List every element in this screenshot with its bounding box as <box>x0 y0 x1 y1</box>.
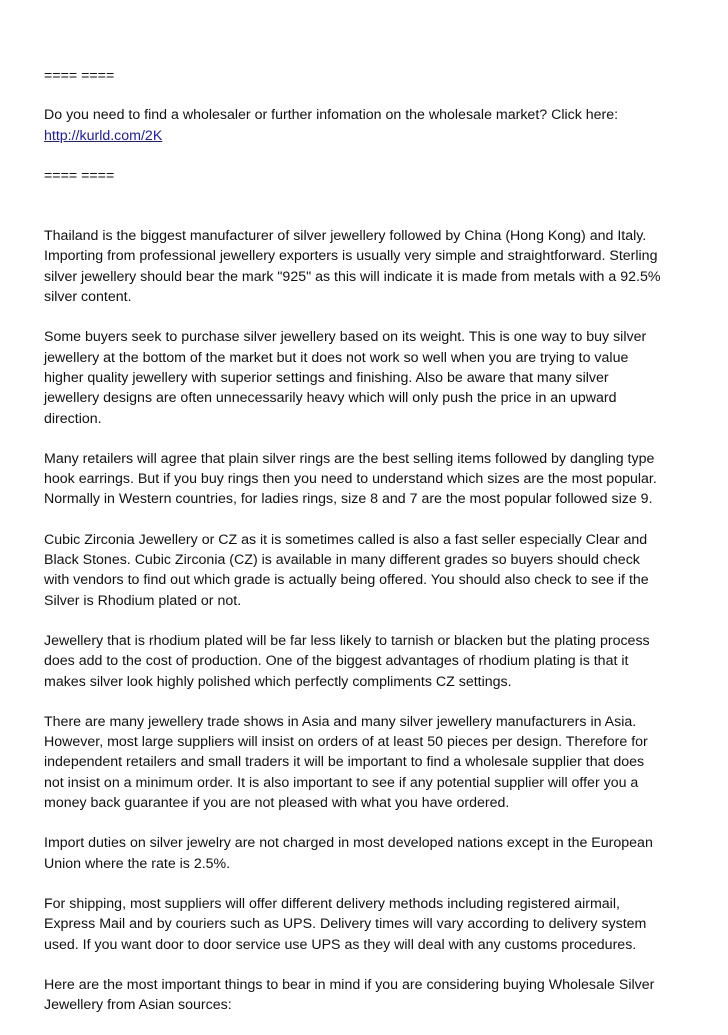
intro-text: Do you need to find a wholesaler or further infomation on the wholesale market? Click here: <box>44 107 619 124</box>
article-paragraph <box>44 327 694 428</box>
paragraph-line: independent retailers and small traders it will be important to find a wholesale supplier that does <box>44 754 645 771</box>
divider-bottom: ==== ==== <box>44 167 115 184</box>
article-paragraph <box>44 530 694 611</box>
divider-top: ==== ==== <box>44 68 115 84</box>
article-paragraph <box>44 894 694 955</box>
article-paragraph <box>44 226 694 307</box>
paragraph-line: Some buyers seek to purchase silver jewellery based on its weight. This is one way to buy silver <box>44 329 647 346</box>
paragraph-line: Many retailers will agree that plain silver rings are the best selling items followed by dangling type <box>44 450 655 467</box>
paragraph-line: There are many jewellery trade shows in Asia and many silver jewellery manufacturers in Asia. <box>44 713 637 730</box>
paragraph-line: silver content. <box>44 289 132 306</box>
paragraph-line: Jewellery that is rhodium plated will be far less likely to tarnish or blacken but the plating process <box>44 632 650 649</box>
paragraph-line: However, most large suppliers will insist on orders of at least 50 pieces per design. Therefore for <box>44 734 648 751</box>
paragraph-line: jewellery at the bottom of the market but it does not work so well when you are trying to value <box>44 349 629 366</box>
paragraph-line: Union where the rate is 2.5%. <box>44 855 231 872</box>
paragraph-line: makes silver look highly polished which perfectly compliments CZ settings. <box>44 673 512 690</box>
intro-block <box>44 105 694 146</box>
article-paragraph <box>44 631 694 692</box>
paragraph-line: Import duties on silver jewelry are not charged in most developed nations except in the European <box>44 835 653 852</box>
paragraph-line: not insist on a minimum order. It is also important to see if any potential supplier will offer you a <box>44 774 639 791</box>
article-paragraph <box>44 712 694 813</box>
paragraph-line: Jewellery from Asian sources: <box>44 997 232 1014</box>
paragraph-line: higher quality jewellery with superior settings and finishing. Also be aware that many silver <box>44 369 609 386</box>
paragraph-line: silver jewellery should bear the mark "925" as this will indicate it is made from metals with a 92.5% <box>44 268 661 285</box>
paragraph-line: jewellery designs are often unnecessarily heavy which will only push the price in an upward <box>44 390 617 407</box>
paragraph-line: Importing from professional jewellery exporters is usually very simple and straightforward. Sterling <box>44 248 658 265</box>
article-paragraph <box>44 449 694 510</box>
paragraph-line: Cubic Zirconia Jewellery or CZ as it is sometimes called is also a fast seller especially Clear and <box>44 531 648 548</box>
paragraph-line: used. If you want door to door service use UPS as they will deal with any customs procedures. <box>44 936 637 953</box>
paragraph-line: hook earrings. But if you buy rings then you need to understand which sizes are the most popular. <box>44 471 657 488</box>
paragraph-line: money back guarantee if you are not pleased with what you have ordered. <box>44 795 510 812</box>
paragraph-line: Thailand is the biggest manufacturer of silver jewellery followed by China (Hong Kong) and Italy. <box>44 228 647 245</box>
paragraph-line: For shipping, most suppliers will offer different delivery methods including registered airmail, <box>44 895 620 912</box>
paragraph-line: Normally in Western countries, for ladies rings, size 8 and 7 are the most popular followed size 9. <box>44 491 653 508</box>
article-paragraph <box>44 975 694 1016</box>
document-page <box>44 66 694 1035</box>
paragraph-line: Black Stones. Cubic Zirconia (CZ) is available in many different grades so buyers should check <box>44 552 640 569</box>
paragraph-line: does add to the cost of production. One of the biggest advantages of rhodium plating is that it <box>44 653 629 670</box>
paragraph-line: Here are the most important things to bear in mind if you are considering buying Wholesale Silver <box>44 976 655 993</box>
paragraph-line: with vendors to find out which grade is actually being offered. You should also check to see if the <box>44 572 649 589</box>
paragraph-line: Silver is Rhodium plated or not. <box>44 592 242 609</box>
wholesale-link[interactable]: http://kurld.com/2K <box>44 127 163 144</box>
article-body <box>44 226 694 1015</box>
paragraph-line: Express Mail and by couriers such as UPS. Delivery times will vary according to delivery system <box>44 916 647 933</box>
paragraph-line: direction. <box>44 410 102 427</box>
article-paragraph <box>44 833 694 874</box>
